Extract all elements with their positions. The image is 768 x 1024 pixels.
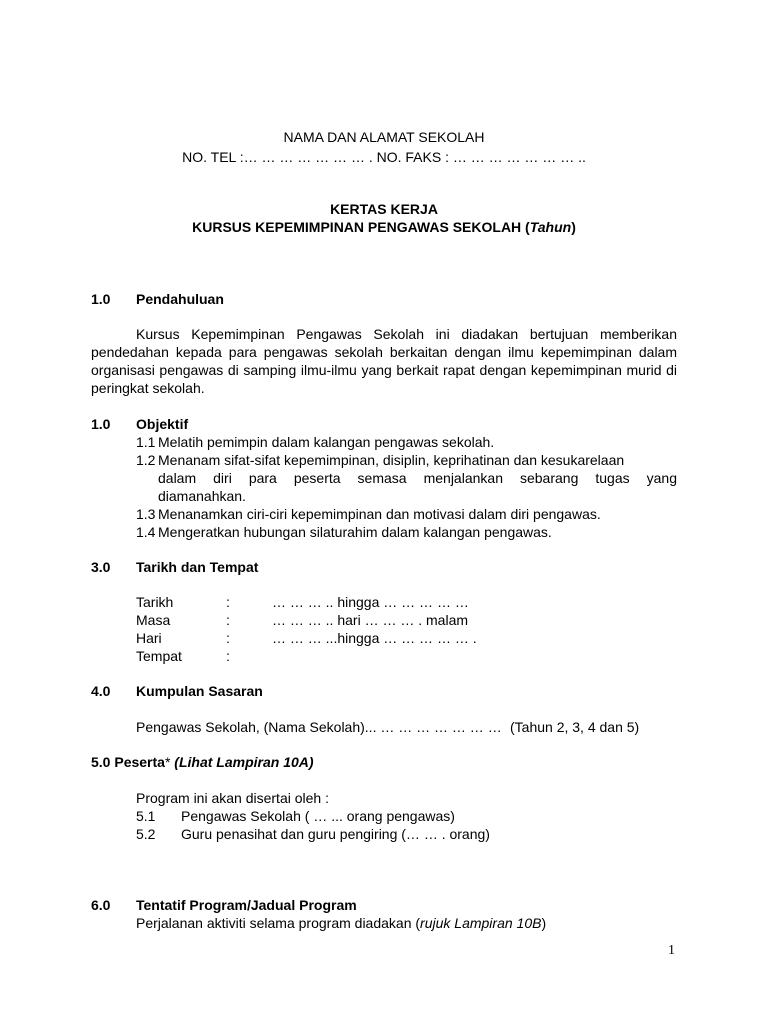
section-heading-kumpulan: Kumpulan Sasaran (136, 683, 263, 699)
peserta-item-number: 5.1 (136, 808, 156, 824)
section-number-pendahuluan: 1.0 (91, 291, 111, 307)
objektif-item-number: 1.4 (136, 524, 156, 540)
section-number-tentatif: 6.0 (91, 897, 111, 913)
section-heading-tarikh: Tarikh dan Tempat (136, 559, 259, 575)
section-heading-objektif: Objektif (136, 416, 189, 432)
objektif-item-text: Melatih pemimpin dalam kalangan pengawas sekolah. (158, 434, 495, 450)
hari-value: … … … ...hingga … … … … … . (272, 630, 477, 646)
objektif-item-text: Menanam sifat-sifat kepemimpinan, disiplin, keprihatinan dan kesukarelaan (158, 452, 625, 468)
tempat-label: Tempat (136, 648, 182, 664)
school-name-line: NAMA DAN ALAMAT SEKOLAH (283, 129, 485, 145)
tarikh-value: … … … .. hingga … … … … … (272, 594, 469, 610)
hari-label: Hari (136, 630, 162, 646)
section-number-tarikh: 3.0 (91, 559, 111, 575)
section-heading-tentatif: Tentatif Program/Jadual Program (136, 897, 357, 913)
masa-value: … … … .. hari … … … . malam (272, 612, 469, 628)
section-number-kumpulan: 4.0 (91, 683, 111, 699)
document-title: KERTAS KERJA (330, 201, 438, 217)
tentatif-text-prefix: Perjalanan aktiviti selama program diadakan ( (136, 915, 421, 931)
objektif-item-number: 1.2 (136, 452, 156, 468)
hari-colon: : (226, 630, 230, 646)
subtitle-year: Tahun (529, 219, 572, 235)
peserta-item-number: 5.2 (136, 826, 156, 842)
masa-label: Masa (136, 612, 171, 628)
masa-colon: : (226, 612, 230, 628)
objektif-item-text-line3: diamanahkan. (158, 488, 246, 504)
tarikh-colon: : (226, 594, 230, 610)
subtitle-text: KURSUS KEPEMIMPINAN PENGAWAS SEKOLAH ( (192, 219, 530, 235)
section-heading-pendahuluan: Pendahuluan (136, 291, 224, 307)
objektif-item-text: Menanamkan ciri-ciri kepemimpinan dan motivasi dalam diri pengawas. (158, 506, 601, 522)
kumpulan-text: Pengawas Sekolah, (Nama Sekolah)... … … … … … … … (136, 719, 502, 735)
objektif-list (136, 433, 677, 543)
peserta-asterisk: * (164, 754, 171, 770)
objektif-item-text: Mengeratkan hubungan silaturahim dalam kalangan pengawas. (158, 524, 552, 540)
pendahuluan-paragraph (91, 325, 677, 397)
tarikh-label: Tarikh (136, 594, 174, 610)
tentatif-lampiran-ref: rujuk Lampiran 10B (420, 915, 542, 931)
objektif-item-number: 1.1 (136, 434, 156, 450)
document-subtitle (0, 218, 768, 236)
contact-line: NO. TEL :… … … … … … … . NO. FAKS : … … … … … … … .. (182, 149, 586, 165)
kumpulan-tahun: (Tahun 2, 3, 4 dan 5) (510, 719, 640, 735)
tempat-colon: : (226, 648, 230, 664)
page-number: 1 (668, 943, 675, 958)
peserta-heading-text: 5.0 Peserta (91, 754, 165, 770)
objektif-item-text-line2: dalam diri para peserta semasa menjalankan sebarang tugas yang (158, 470, 677, 486)
tentatif-text-suffix: ) (541, 915, 547, 931)
peserta-item-text: Pengawas Sekolah ( … ... orang pengawas) (181, 808, 455, 824)
tentatif-text (136, 914, 546, 932)
pendahuluan-text: Kursus Kepemimpinan Pengawas Sekolah ini diadakan bertujuan memberikan pendedahan kepada para pengawas sekolah berkaitan dengan ilmu kepemimpinan dalam organisasi pengawas di samping ilmu-ilmu yang berkait rapat dengan kepemimpinan murid di peringkat sekolah. (91, 326, 677, 396)
section-heading-peserta (91, 753, 314, 771)
section-number-objektif: 1.0 (91, 416, 111, 432)
peserta-lampiran-ref: (Lihat Lampiran 10A) (174, 754, 314, 770)
peserta-intro: Program ini akan disertai oleh : (136, 790, 329, 806)
subtitle-close: ) (571, 219, 576, 235)
objektif-item-number: 1.3 (136, 506, 156, 522)
peserta-item-text: Guru penasihat dan guru pengiring (… … . orang) (181, 826, 490, 842)
